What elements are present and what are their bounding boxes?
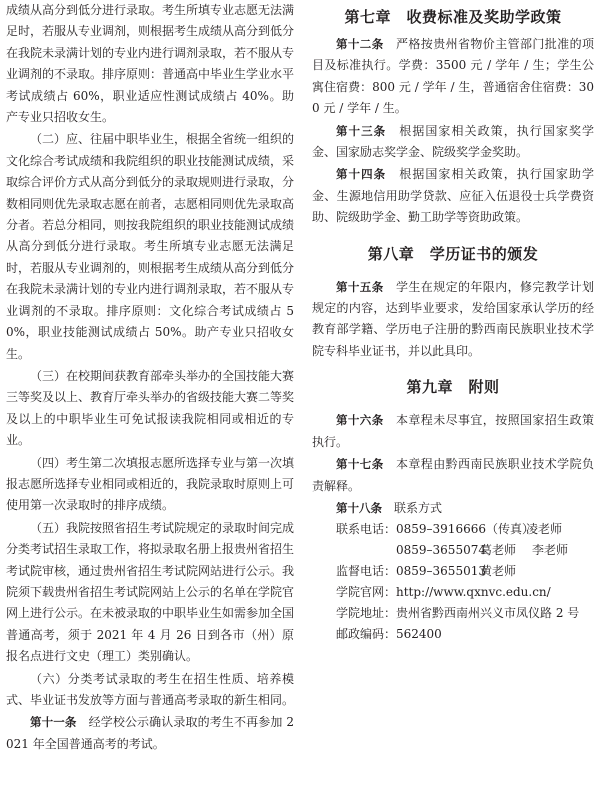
article-11 [6,712,294,755]
left-column [6,0,294,755]
article-15-text: 学生在规定的年限内，修完教学计划规定的内容，达到毕业要求，发给国家承认学历的经教育部学籍、学历电子注册的黔西南民族职业技术学院专科毕业证书，并以此具印。 [312,279,594,358]
address-value: 贵州省黔西南州兴义市凤仪路 2 号 [396,606,580,621]
monitor-teacher: 黄老师 [480,564,517,579]
article-13-label: 第十三条 [336,123,387,138]
article-13 [312,121,594,164]
article-13-text: 根据国家相关政策，执行国家奖学金、国家励志奖学金、院级奖学金奖助。 [312,123,594,160]
paragraph-skills-competition-exemption: （三）在校期间获教育部牵头举办的全国技能大赛三等奖及以上、教育厅牵头举办的省级技能大赛二等奖及以上的中职毕业生可免试报读我院相同或相近的专业。 [6,368,295,448]
right-column [312,0,594,645]
phone-number-1: 0859–3916666（传真） [396,522,534,537]
article-12-text: 严格按贵州省物价主管部门批准的项目及标准执行。学费：3500 元 / 学年 / 生；学生公寓住宿费：800 元 / 学年 / 生，普通宿舍住宿费：300 元 / 学年 / 生。 [312,37,594,116]
article-15-label: 第十五条 [336,279,384,294]
website-link[interactable]: http://www.qxnvc.edu.cn/ [396,585,551,600]
paragraph-admission-publicity: （五）我院按照省招生考试院规定的录取时间完成分类考试招生录取工作，将拟录取名册上报贵州省招生考试院审核，通过贵州省招生考试院网站进行公示。我院须下载贵州省招生考试院网站上公示的名单在学院官网上进行公示。在未被录取的中职毕业生如需参加全国普通高考，须于 2021 年 4 月 26 日到各市（州）原报名点进行文史（理工）类别确认。 [6,520,295,664]
phone-number-2: 0859–3655074 [396,543,486,558]
contact-address-row [336,603,594,624]
article-18 [312,498,594,519]
article-12 [312,34,594,120]
monitor-phone: 0859–3655013 [396,564,486,579]
contact-phone-row-2 [336,540,594,561]
phone-label: 联系电话： [336,522,397,537]
article-12-label: 第十二条 [336,37,384,51]
article-16 [312,410,594,453]
contact-website-row [336,582,594,603]
paragraph-second-application: （四）考生第二次填报志愿所选择专业与第一次填报志愿所选择专业相同或相近的，我院录取时原则上可使用第一次录取时的排序成绩。 [6,455,295,513]
postcode-label: 邮政编码： [336,627,397,642]
phone-2-teacher-2: 李老师 [532,543,569,558]
article-16-text: 本章程未尽事宜，按照国家招生政策执行。 [312,413,594,449]
article-18-label: 第十八条 [336,500,382,515]
monitor-label: 监督电话： [336,564,397,579]
contact-phone-row-1 [336,519,594,540]
article-17 [312,454,594,497]
paragraph-admission-rules-continued: 成绩从高分到低分进行录取。考生所填专业志愿无法满足时，若服从专业调剂，则根据考生成绩从高分到低分在我院未录满计划的专业内进行调剂录取，若不服从专业调剂的不录取。排序原则：普通高中毕业生学业水平考试成绩占 60%，职业适应性测试成绩占 40%。助产专业只招收女生。 [6,3,295,125]
contact-monitor-row [336,561,594,582]
article-11-label: 第十一条 [30,715,77,730]
postcode-value: 562400 [396,627,442,642]
address-label: 学院地址： [336,606,397,621]
chapter-8-title: 第八章 学历证书的颁发 [367,244,539,263]
paragraph-same-status: （六）分类考试录取的考生在招生性质、培养模式、毕业证书发放等方面与普通高考录取的新生相同。 [6,671,295,707]
contact-block [312,519,594,645]
chapter-7-title: 第七章 收费标准及奖助学政策 [344,8,562,26]
article-14-label: 第十四条 [336,167,387,182]
chapter-9-title: 第九章 附则 [406,378,500,397]
article-14-text: 根据国家相关政策，执行国家助学金、生源地信用助学贷款、应征入伍退役士兵学费资助、院级助学金、勤工助学等资助政策。 [312,167,594,225]
article-17-text: 本章程由黔西南民族职业技术学院负责解释。 [312,457,594,493]
website-label: 学院官网： [336,585,397,600]
article-14 [312,164,594,228]
article-18-text: 联系方式 [394,500,443,515]
contact-postcode-row [336,624,594,645]
article-15 [312,277,594,363]
article-17-label: 第十七条 [336,457,384,472]
phone-1-teacher: 凌老师 [526,522,563,537]
paragraph-secondary-vocational-graduates: （二）应、往届中职毕业生，根据全省统一组织的文化综合考试成绩和我院组织的职业技能测试成绩，采取综合评价方式从高分到低分的录取规则进行录取，分数相同则优先录取志愿在前者，志愿相同则优先录取高分者。若总分相同，则按我院组织的职业技能测试成绩从高分到低分进行录取。考生所填专业志愿无法满足时，若服从专业调剂的，则根据考生成绩从高分到低分在我院未录满计划的专业内进行调剂录取，若不服从专业调剂的不录取。排序原则：文化综合考试成绩占 50%，职业技能测试成绩占 50%。助产专业只招收女生。 [6,132,295,361]
article-16-label: 第十六条 [336,413,384,428]
article-11-text: 经学校公示确认录取的考生不再参加 2021 年全国普通高考的考试。 [6,715,295,751]
phone-2-teacher-1: 葛老师 [480,543,517,558]
